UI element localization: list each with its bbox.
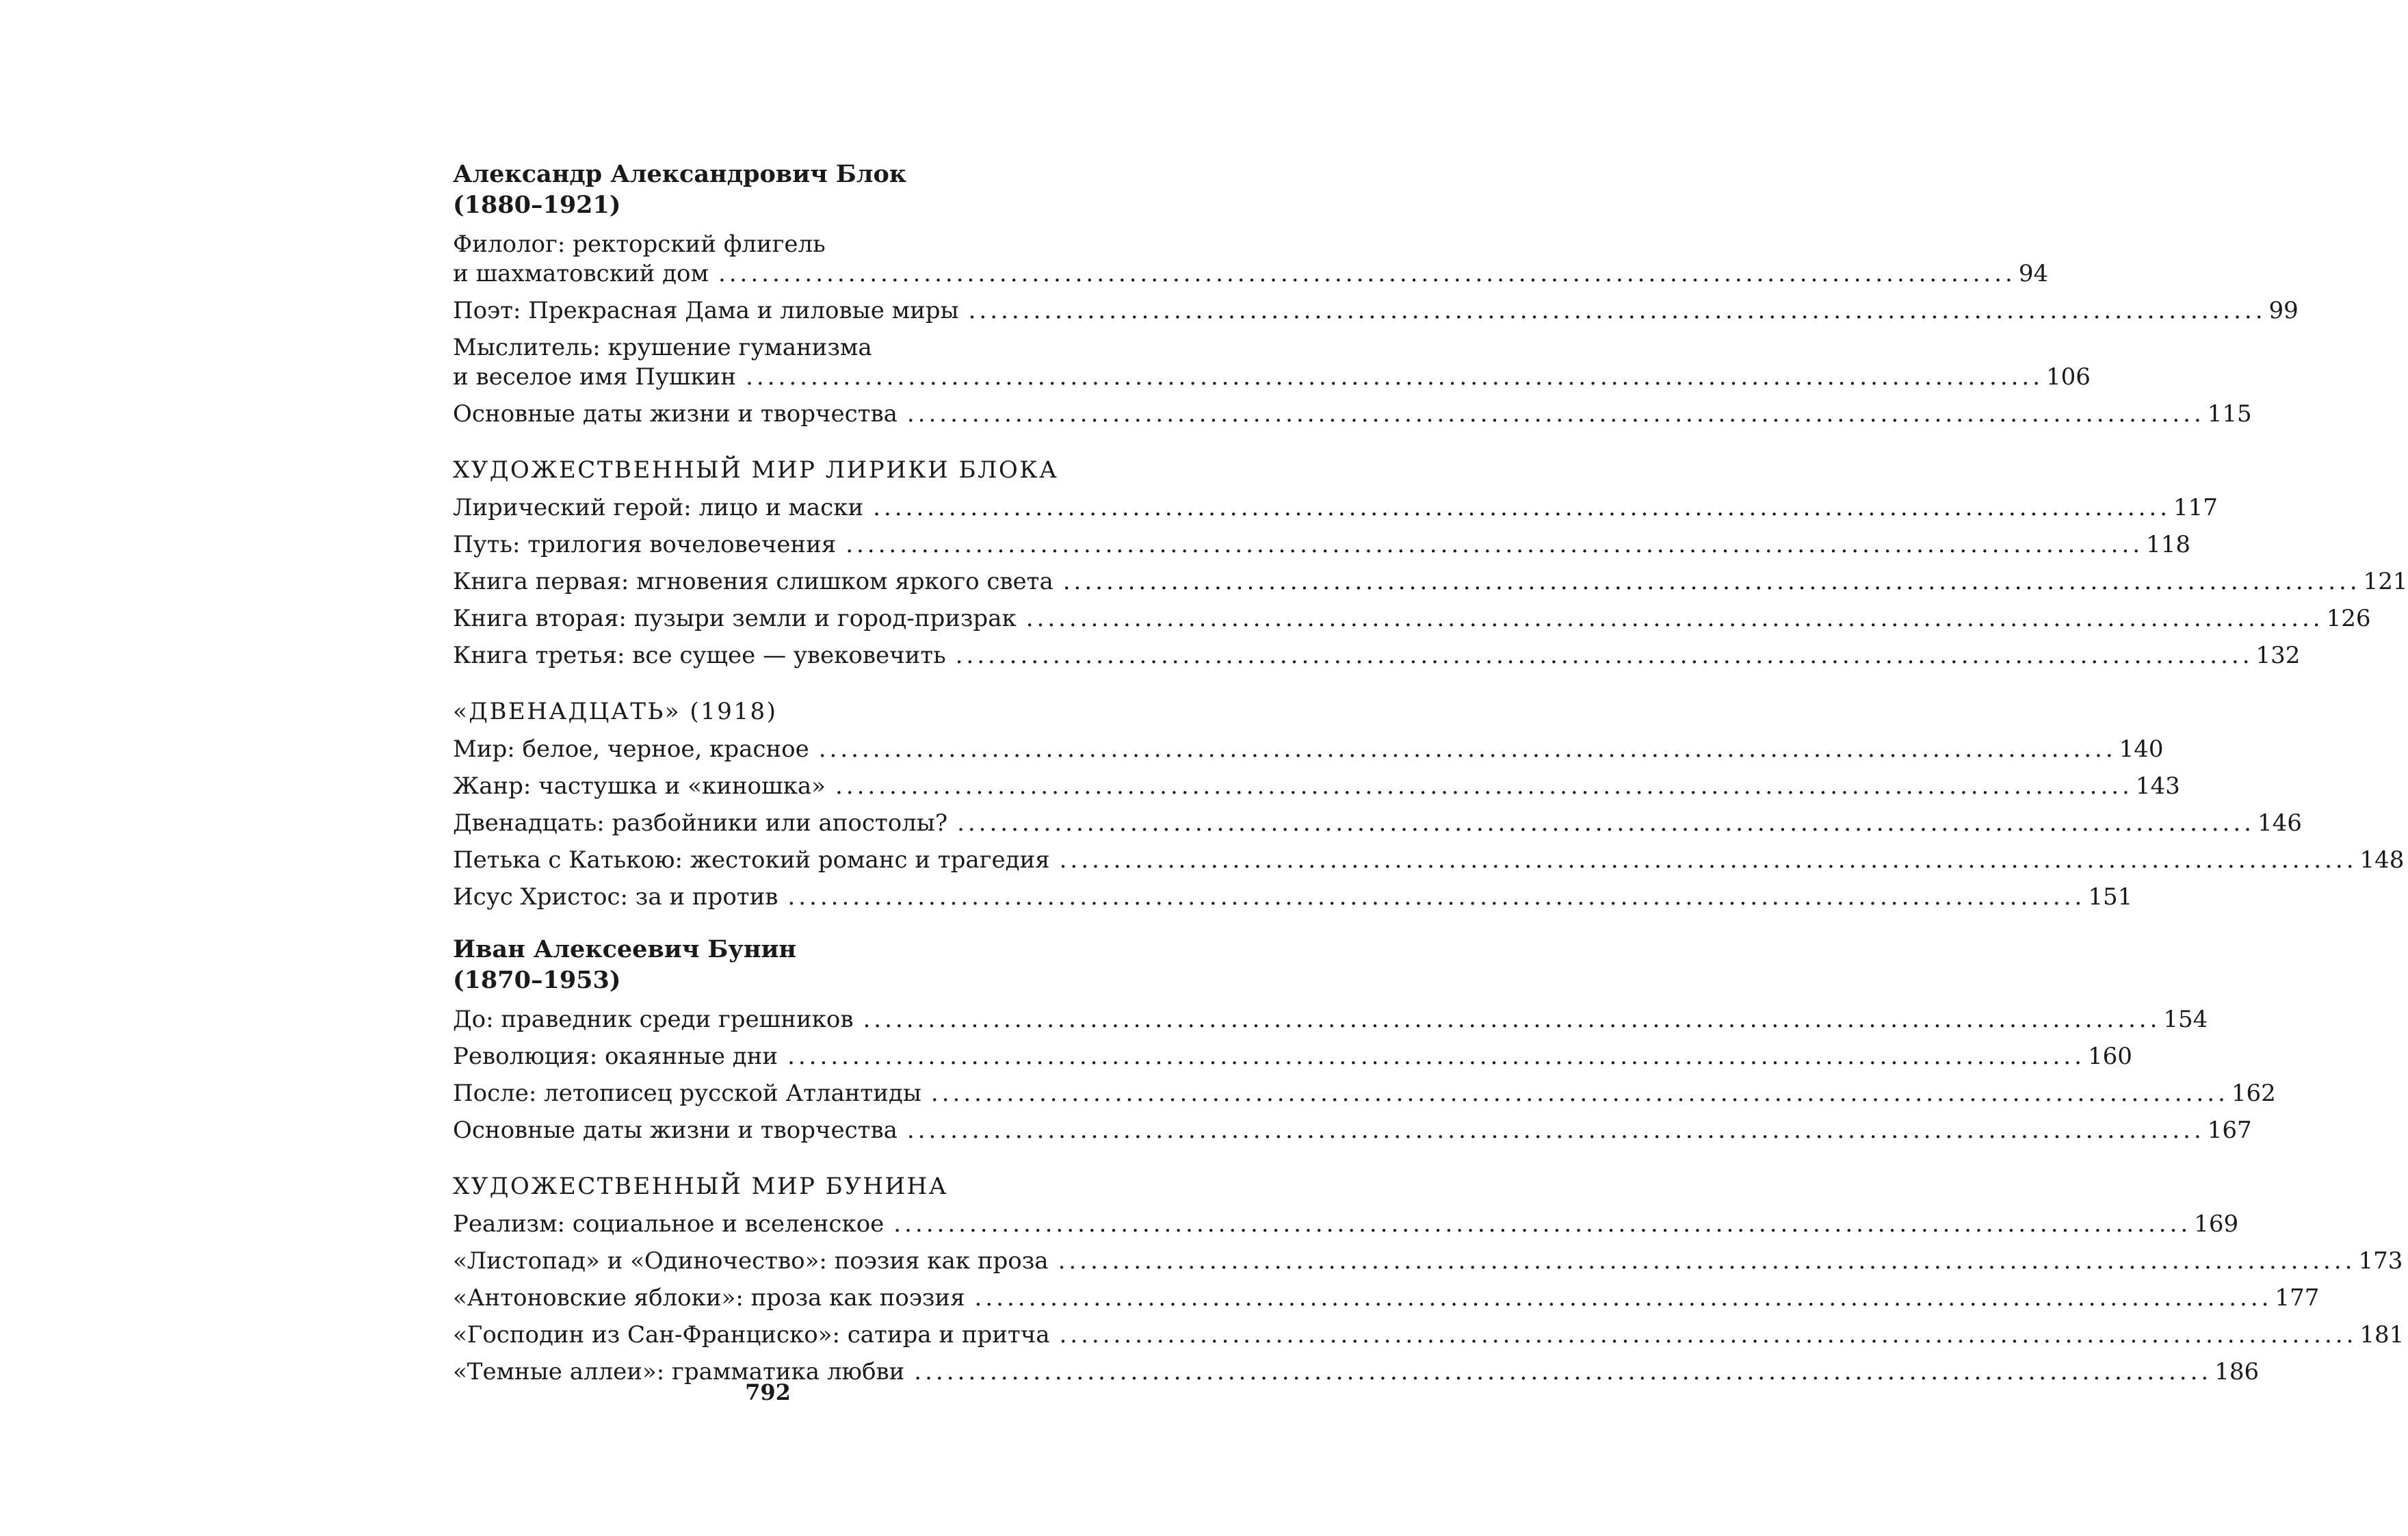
dot-leader: ........................................................................................................................ bbox=[787, 1043, 2085, 1070]
page-number: 792 bbox=[745, 1379, 791, 1405]
toc-entry-title: Мыслитель: крушение гуманизма bbox=[453, 334, 872, 361]
toc-entry-title: Книга вторая: пузыри земли и город-призрак bbox=[453, 605, 1017, 632]
toc-entry-title: «Листопад» и «Одиночество»: поэзия как проза bbox=[453, 1247, 1049, 1275]
toc-entry-page: 160 bbox=[2087, 1043, 2132, 1070]
toc-entry-page: 99 bbox=[2268, 297, 2299, 324]
dot-leader: ........................................................................................................................ bbox=[1025, 605, 2324, 632]
toc-entry-page: 118 bbox=[2146, 531, 2191, 558]
toc-entry-title: «Темные аллеи»: грамматика любви bbox=[453, 1358, 905, 1385]
toc-entry-title: и веселое имя Пушкин bbox=[453, 363, 737, 391]
toc-entry[interactable] bbox=[453, 1320, 2405, 1350]
toc-entry[interactable] bbox=[453, 493, 2218, 523]
dot-leader: ........................................................................................................................ bbox=[818, 736, 2117, 763]
toc-entry-title: Книга первая: мгновения слишком яркого света bbox=[453, 568, 1054, 595]
dot-leader: ........................................................................................................................ bbox=[955, 642, 2253, 669]
dot-leader: ........................................................................................................................ bbox=[968, 297, 2266, 324]
toc-entry-title: Реализм: социальное и вселенское bbox=[453, 1210, 885, 1238]
toc-entry-title: и шахматовский дом bbox=[453, 260, 709, 287]
dot-leader: ........................................................................................................................ bbox=[893, 1210, 2192, 1238]
author-block bbox=[453, 159, 2299, 429]
toc-entry-page: 181 bbox=[2359, 1321, 2405, 1349]
toc-entry-page: 146 bbox=[2257, 809, 2302, 837]
section-heading: «ДВЕНАДЦАТЬ» (1918) bbox=[453, 698, 778, 725]
toc-entry-title: Основные даты жизни и творчества bbox=[453, 1117, 898, 1144]
toc-entry-page: 151 bbox=[2088, 883, 2133, 911]
dot-leader: ........................................................................................................................ bbox=[906, 1117, 2205, 1144]
toc-entry[interactable] bbox=[453, 230, 2049, 289]
toc-entry-page: 126 bbox=[2326, 605, 2371, 632]
toc-entry-title: Книга третья: все сущее — увековечить bbox=[453, 642, 946, 669]
section-heading: ХУДОЖЕСТВЕННЫЙ МИР БУНИНА bbox=[453, 1173, 948, 1200]
dot-leader: ........................................................................................................................ bbox=[914, 1358, 2212, 1385]
toc-entry[interactable] bbox=[453, 1005, 2208, 1034]
author-heading bbox=[453, 159, 1144, 220]
toc-entry[interactable] bbox=[453, 604, 2371, 634]
dot-leader: ........................................................................................................................ bbox=[746, 363, 2044, 391]
toc-entry[interactable] bbox=[453, 1042, 2132, 1071]
dot-leader: ........................................................................................................................ bbox=[1059, 846, 2357, 874]
toc-entry[interactable] bbox=[453, 883, 2133, 912]
toc-entry[interactable] bbox=[453, 772, 2180, 801]
toc-entry-page: 121 bbox=[2363, 568, 2408, 595]
toc-entry-page: 140 bbox=[2119, 736, 2164, 763]
dot-leader: ........................................................................................................................ bbox=[957, 809, 2255, 837]
toc-entry-title: Петька с Катькою: жестокий романс и трагедия bbox=[453, 846, 1050, 874]
author-heading bbox=[453, 934, 1144, 995]
toc-entry[interactable] bbox=[453, 333, 2091, 392]
dot-leader: ........................................................................................................................ bbox=[1058, 1247, 2356, 1275]
toc-entry[interactable] bbox=[453, 1116, 2252, 1145]
toc-entry[interactable] bbox=[453, 296, 2299, 326]
toc-entry-page: 177 bbox=[2275, 1284, 2320, 1312]
toc-entry-page: 169 bbox=[2194, 1210, 2239, 1238]
dot-leader: ........................................................................................................................ bbox=[863, 1006, 2161, 1033]
toc-entry-page: 162 bbox=[2231, 1080, 2276, 1107]
toc-entry-page: 143 bbox=[2135, 772, 2180, 800]
author-name: Александр Александрович Блок bbox=[453, 160, 907, 188]
toc-entry[interactable] bbox=[453, 1247, 2403, 1276]
toc-entry[interactable] bbox=[453, 530, 2191, 560]
dot-leader: ........................................................................................................................ bbox=[846, 531, 2144, 558]
dot-leader: ........................................................................................................................ bbox=[906, 400, 2205, 428]
toc-entry-title: Лирический герой: лицо и маски bbox=[453, 494, 864, 521]
toc-entry-title: Исус Христос: за и против bbox=[453, 883, 778, 911]
dot-leader: ........................................................................................................................ bbox=[873, 494, 2171, 521]
toc-entry-title: Двенадцать: разбойники или апостолы? bbox=[453, 809, 948, 837]
table-of-contents bbox=[453, 134, 2408, 1387]
dot-leader: ........................................................................................................................ bbox=[1062, 568, 2361, 595]
dot-leader: ........................................................................................................................ bbox=[718, 260, 2016, 287]
toc-entry-title: Путь: трилогия вочеловечения bbox=[453, 531, 837, 558]
toc-entry-page: 115 bbox=[2207, 400, 2252, 428]
toc-entry[interactable] bbox=[453, 809, 2302, 838]
toc-entry[interactable] bbox=[453, 1284, 2320, 1313]
toc-entry-page: 94 bbox=[2018, 260, 2049, 287]
dot-leader: ........................................................................................................................ bbox=[787, 883, 2086, 911]
toc-entry-title: «Господин из Сан-Франциско»: сатира и притча bbox=[453, 1321, 1050, 1349]
toc-entry[interactable] bbox=[453, 846, 2405, 875]
toc-entry-title: Поэт: Прекрасная Дама и лиловые миры bbox=[453, 297, 959, 324]
section-heading: ХУДОЖЕСТВЕННЫЙ МИР ЛИРИКИ БЛОКА bbox=[453, 456, 1059, 484]
toc-entry-title: Филолог: ректорский флигель bbox=[453, 231, 826, 258]
toc-entry[interactable] bbox=[453, 400, 2252, 429]
toc-entry-page: 106 bbox=[2046, 363, 2091, 391]
toc-entry-title: После: летописец русской Атлантиды bbox=[453, 1080, 921, 1107]
toc-entry[interactable] bbox=[453, 567, 2408, 597]
toc-entry-title: Основные даты жизни и творчества bbox=[453, 400, 898, 428]
author-dates: (1870–1953) bbox=[453, 966, 621, 994]
toc-entry-title: До: праведник среди грешников bbox=[453, 1006, 854, 1033]
toc-entry-page: 173 bbox=[2358, 1247, 2403, 1275]
toc-entry-page: 132 bbox=[2255, 642, 2301, 669]
dot-leader: ........................................................................................................................ bbox=[974, 1284, 2273, 1312]
author-name: Иван Алексеевич Бунин bbox=[453, 935, 797, 963]
dot-leader: ........................................................................................................................ bbox=[835, 772, 2133, 800]
toc-entry[interactable] bbox=[453, 1210, 2239, 1239]
toc-entry[interactable] bbox=[453, 735, 2164, 764]
section-block bbox=[453, 1173, 2405, 1387]
toc-entry[interactable] bbox=[453, 641, 2301, 671]
toc-entry-title: «Антоновские яблоки»: проза как поэзия bbox=[453, 1284, 965, 1312]
dot-leader: ........................................................................................................................ bbox=[1059, 1321, 2357, 1349]
section-block bbox=[453, 698, 2405, 912]
toc-entry-title: Жанр: частушка и «киношка» bbox=[453, 772, 826, 800]
toc-entry-page: 117 bbox=[2173, 494, 2218, 521]
toc-entry-page: 148 bbox=[2359, 846, 2405, 874]
toc-entry[interactable] bbox=[453, 1079, 2276, 1108]
author-block bbox=[453, 934, 2276, 1145]
toc-entry-page: 167 bbox=[2207, 1117, 2252, 1144]
toc-entry-title: Революция: окаянные дни bbox=[453, 1043, 778, 1070]
toc-entry-title: Мир: белое, черное, красное bbox=[453, 736, 809, 763]
section-block bbox=[453, 456, 2408, 671]
author-dates: (1880–1921) bbox=[453, 191, 621, 219]
toc-entry-page: 186 bbox=[2214, 1358, 2260, 1385]
toc-entry-page: 154 bbox=[2163, 1006, 2208, 1033]
dot-leader: ........................................................................................................................ bbox=[930, 1080, 2229, 1107]
